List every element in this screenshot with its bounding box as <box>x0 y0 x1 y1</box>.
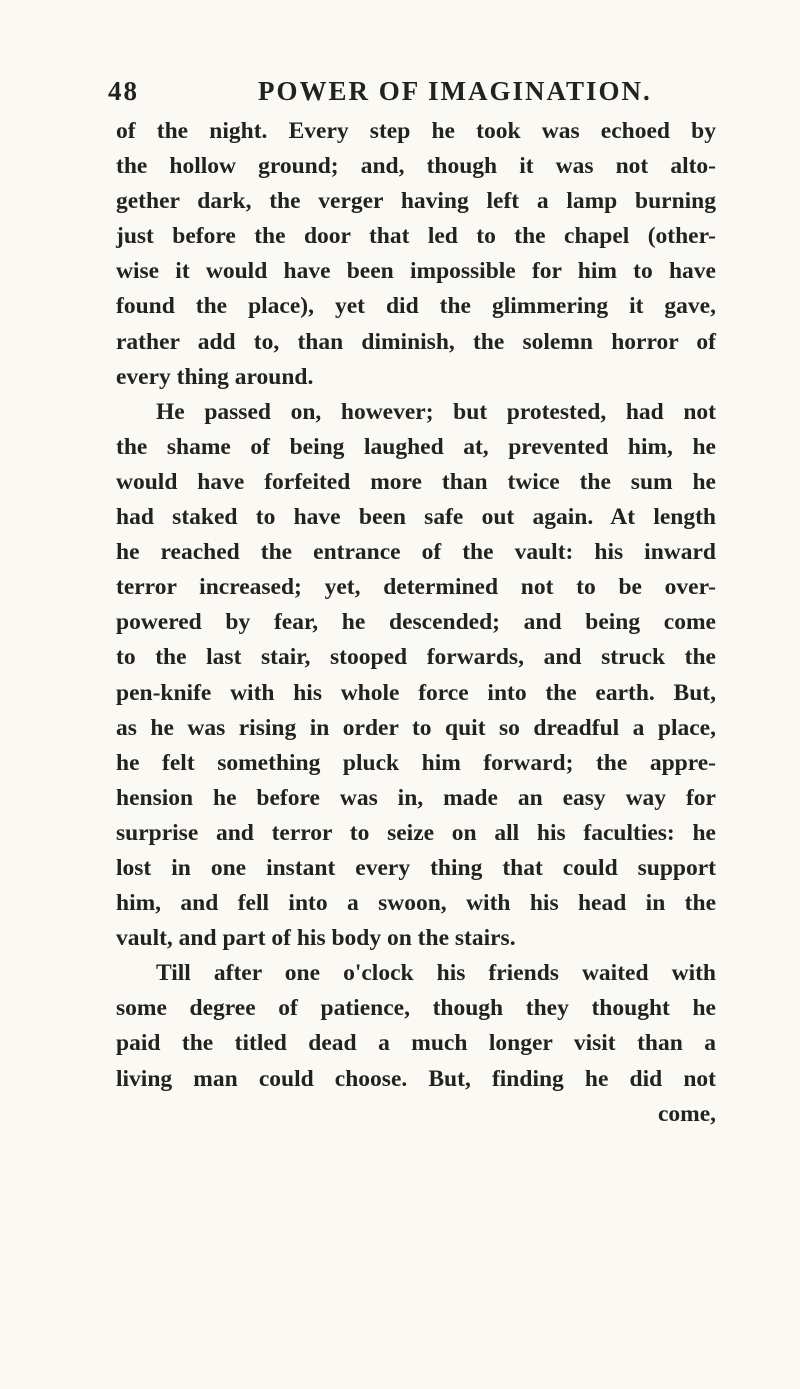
text-line: living man could choose. But, finding he did not <box>116 1065 716 1092</box>
page-number: 48 <box>108 76 139 106</box>
text-line: pen-knife with his whole force into the earth. But, <box>116 679 716 706</box>
text-line: He passed on, however; but protested, had not <box>156 398 716 425</box>
text-line: him, and fell into a swoon, with his head in the <box>116 890 716 917</box>
text-line: as he was rising in order to quit so dreadful a place, <box>116 714 716 741</box>
text-line: would have forfeited more than twice the sum he <box>116 468 716 495</box>
text-line: he reached the entrance of the vault: his inward <box>116 539 716 566</box>
text-line: just before the door that led to the chapel (other- <box>116 223 716 250</box>
text-line: found the place), yet did the glimmering it gave, <box>116 293 716 320</box>
text-line: powered by fear, he descended; and being come <box>116 609 716 636</box>
text-line: the hollow ground; and, though it was not alto- <box>116 153 716 180</box>
text-line: hension he before was in, made an easy way for <box>116 784 716 811</box>
text-line: gether dark, the verger having left a lamp burning <box>116 188 716 215</box>
text-line: lost in one instant every thing that could support <box>116 854 716 881</box>
text-line: rather add to, than diminish, the solemn horror of <box>116 328 716 355</box>
text-line: terror increased; yet, determined not to be over- <box>116 574 716 601</box>
text-line: the shame of being laughed at, prevented him, he <box>116 433 716 460</box>
text-line: had staked to have been safe out again. At length <box>116 504 716 531</box>
text-line: surprise and terror to seize on all his faculties: he <box>116 819 716 846</box>
text-line: vault, and part of his body on the stairs. <box>116 925 516 952</box>
catchword-text: come, <box>657 1100 716 1127</box>
text-line: every thing around. <box>116 363 314 390</box>
text-line: Till after one o'clock his friends waited with <box>156 960 716 987</box>
body-text <box>116 114 716 1132</box>
text-line: he felt something pluck him forward; the appre- <box>116 749 716 776</box>
running-head: POWER OF IMAGINATION. <box>258 76 652 106</box>
text-line: some degree of patience, though they thought he <box>116 995 716 1022</box>
text-line: of the night. Every step he took was echoed by <box>116 118 716 144</box>
text-line: to the last stair, stooped forwards, and struck the <box>116 644 716 671</box>
catchword <box>116 1097 716 1132</box>
text-line: wise it would have been impossible for him to have <box>116 258 716 285</box>
text-line: paid the titled dead a much longer visit than a <box>116 1030 716 1057</box>
page-header <box>108 76 708 116</box>
